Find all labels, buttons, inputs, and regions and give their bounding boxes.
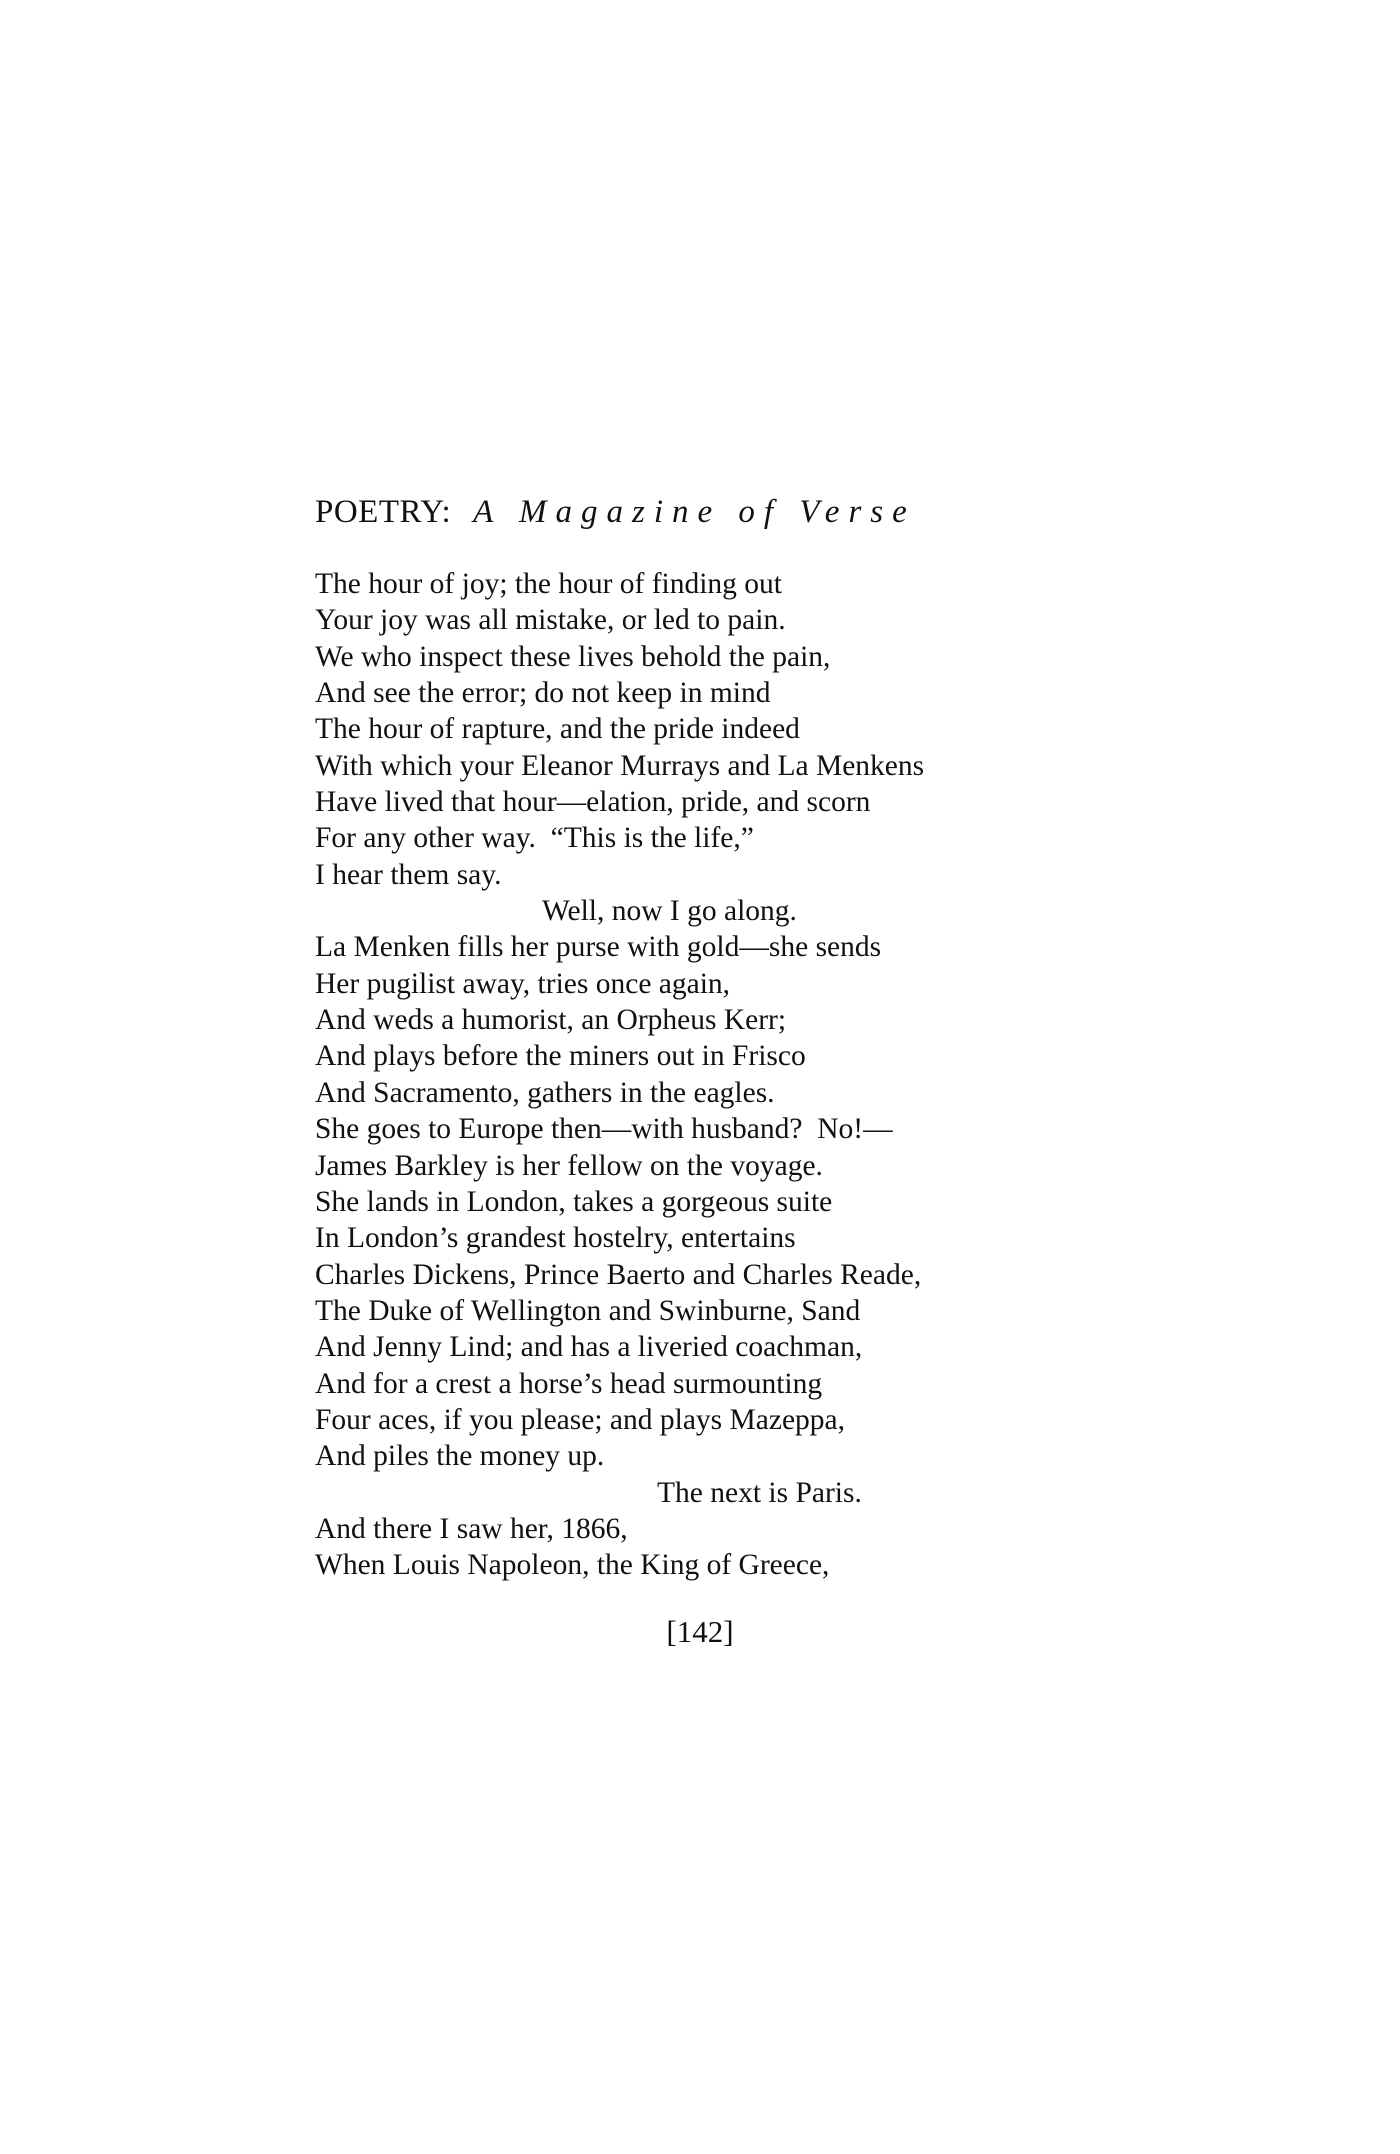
verse-line: For any other way. “This is the life,” <box>315 822 754 855</box>
journal-title: POETRY: <box>315 494 452 530</box>
verse-line: And Sacramento, gathers in the eagles. <box>315 1076 775 1109</box>
verse-line: The hour of rapture, and the pride indeed <box>315 713 800 746</box>
verse-line: And see the error; do not keep in mind <box>315 677 771 710</box>
verse-line: When Louis Napoleon, the King of Greece, <box>315 1549 830 1582</box>
verse-line: And there I saw her, 1866, <box>315 1512 628 1545</box>
verse-line: Four aces, if you please; and plays Mazeppa, <box>315 1403 846 1436</box>
verse-line: I hear them say. <box>315 858 502 891</box>
verse-line-indented: The next is Paris. <box>657 1476 862 1509</box>
verse-line: We who inspect these lives behold the pain, <box>315 640 831 673</box>
verse-line: Your joy was all mistake, or led to pain. <box>315 604 786 637</box>
verse-line: The Duke of Wellington and Swinburne, Sand <box>315 1294 861 1327</box>
running-head <box>315 492 916 532</box>
page-number-text: [142] <box>666 1614 734 1649</box>
verse-line: And plays before the miners out in Frisco <box>315 1040 806 1073</box>
verse-line: She goes to Europe then—with husband? No!— <box>315 1113 893 1146</box>
verse-line: La Menken fills her purse with gold—she sends <box>315 931 882 964</box>
verse-line-indented: Well, now I go along. <box>542 895 797 928</box>
poem-verse <box>315 566 1135 1584</box>
verse-line: And Jenny Lind; and has a liveried coachman, <box>315 1331 863 1364</box>
verse-line: James Barkley is her fellow on the voyage. <box>315 1149 823 1182</box>
verse-line: And for a crest a horse’s head surmounting <box>315 1367 823 1400</box>
verse-line: She lands in London, takes a gorgeous suite <box>315 1185 833 1218</box>
journal-subtitle: A Magazine of Verse <box>473 494 916 530</box>
verse-line: Have lived that hour—elation, pride, and scorn <box>315 786 871 819</box>
verse-line: With which your Eleanor Murrays and La Menkens <box>315 749 925 782</box>
verse-line: And piles the money up. <box>315 1440 605 1473</box>
verse-line: In London’s grandest hostelry, entertains <box>315 1222 796 1255</box>
verse-line: Her pugilist away, tries once again, <box>315 967 731 1000</box>
page-number <box>0 1612 1400 1652</box>
verse-line: Charles Dickens, Prince Baerto and Charles Reade, <box>315 1258 922 1291</box>
verse-line: The hour of joy; the hour of finding out <box>315 568 783 600</box>
verse-line: And weds a humorist, an Orpheus Kerr; <box>315 1004 787 1037</box>
